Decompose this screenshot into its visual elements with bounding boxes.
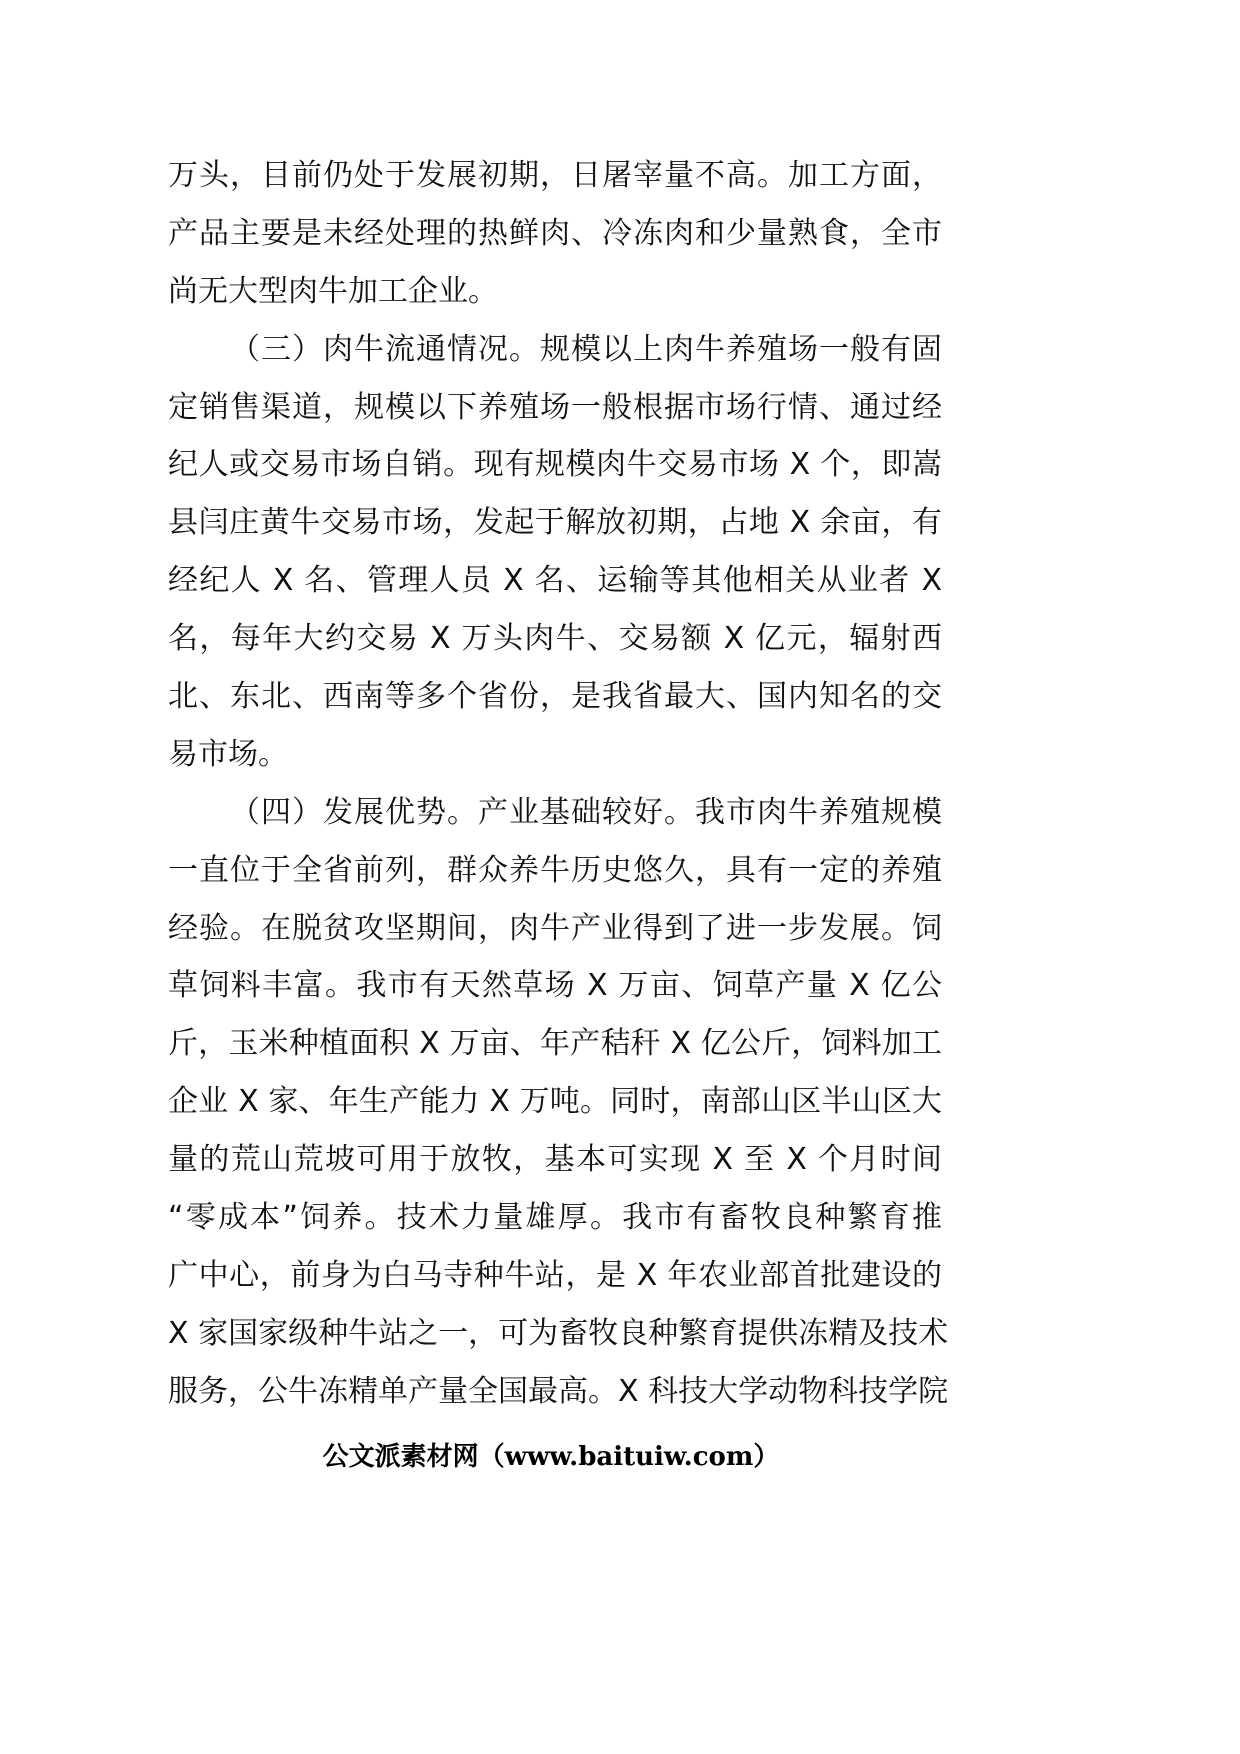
text-line: 量的荒山荒坡可用于放牧，基本可实现 X 至 X 个月时间 [168, 1142, 942, 1178]
text-line: 纪人或交易市场自销。现有规模肉牛交易市场 X 个，即嵩 [168, 447, 942, 483]
text-line: 尚无大型肉牛加工企业。 [168, 273, 498, 309]
text-line: 经验。在脱贫攻坚期间，肉牛产业得到了进一步发展。饲 [168, 910, 942, 946]
text-line: 北、东北、西南等多个省份，是我省最大、国内知名的交 [168, 679, 942, 715]
text-line: 服务，公牛冻精单产量全国最高。X 科技大学动物科技学院 [168, 1373, 949, 1409]
text-line: 万头，目前仍处于发展初期，日屠宰量不高。加工方面， [168, 158, 942, 193]
text-line: 产品主要是未经处理的热鲜肉、冷冻肉和少量熟食，全市 [168, 215, 942, 251]
text-line: 县闫庄黄牛交易市场，发起于解放初期，占地 X 余亩，有 [168, 505, 942, 541]
document-body [168, 147, 949, 1421]
section-heading-line: （三）肉牛流通情况。规模以上肉牛养殖场一般有固 [230, 331, 942, 367]
text-line: 广中心，前身为白马寺种牛站，是 X 年农业部首批建设的 [168, 1257, 942, 1293]
text-line: 斤，玉米种植面积 X 万亩、年产秸秆 X 亿公斤，饲料加工 [168, 1026, 942, 1062]
text-line: 定销售渠道，规模以下养殖场一般根据市场行情、通过经 [168, 389, 942, 425]
text-line: 经纪人 X 名、管理人员 X 名、运输等其他相关从业者 X [168, 563, 942, 599]
text-line: X 家国家级种牛站之一，可为畜牧良种繁育提供冻精及技术 [168, 1315, 949, 1351]
text-line: “零成本”饲养。技术力量雄厚。我市有畜牧良种繁育推 [168, 1200, 942, 1236]
text-line: 名，每年大约交易 X 万头肉牛、交易额 X 亿元，辐射西 [168, 621, 942, 657]
text-line: 一直位于全省前列，群众养牛历史悠久，具有一定的养殖 [168, 852, 942, 888]
text-line: 企业 X 家、年生产能力 X 万吨。同时，南部山区半山区大 [168, 1084, 942, 1120]
text-line: 草饲料丰富。我市有天然草场 X 万亩、饲草产量 X 亿公 [168, 968, 942, 1004]
section-heading-line: （四）发展优势。产业基础较好。我市肉牛养殖规模 [230, 794, 942, 830]
text-line: 易市场。 [168, 736, 288, 772]
footer-watermark: 公文派素材网（www.baituiw.com） [322, 1442, 780, 1472]
